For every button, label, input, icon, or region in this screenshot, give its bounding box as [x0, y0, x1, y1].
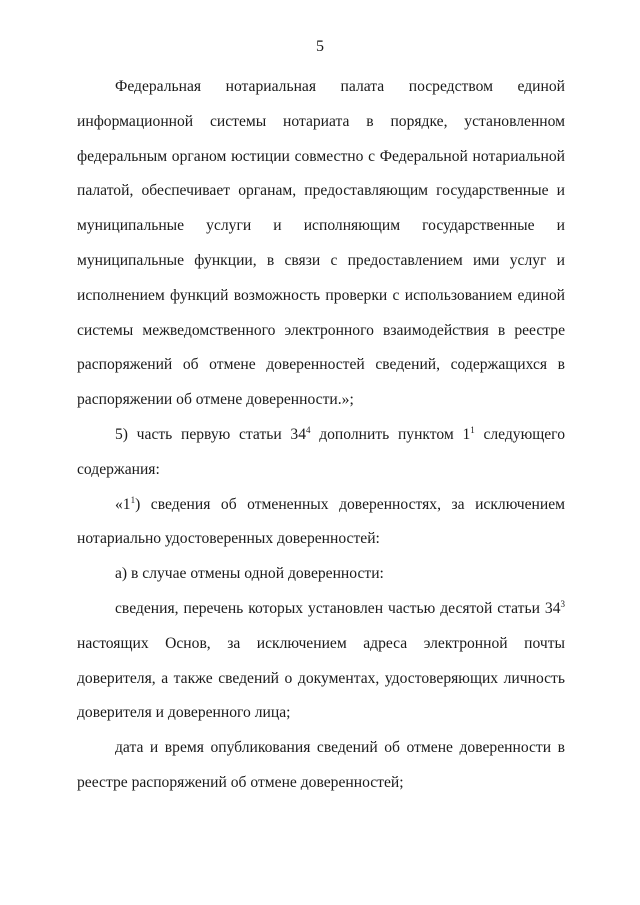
- paragraph-information-list-part2: настоящих Основ, за исключением адреса электронной почты доверителя, а также сведений о документах, удостоверяющих личность доверителя и доверенного лица;: [77, 634, 565, 722]
- paragraph-publication-date: дата и время опубликования сведений об отмене доверенности в реестре распоряжений об отмене доверенностей;: [77, 739, 565, 791]
- page-number: 5: [316, 38, 324, 55]
- paragraph-information-list: [77, 592, 565, 731]
- paragraph-point-1-1-sup1: 1: [130, 494, 136, 505]
- paragraph-subpoint-a: а) в случае отмены одной доверенности:: [115, 565, 384, 583]
- paragraph-item-5-sup1: 4: [306, 424, 311, 435]
- paragraph-point-1-1-part1: «1: [115, 495, 131, 513]
- paragraph-item-5-part2: дополнить пунктом 1: [310, 425, 471, 443]
- paragraph-notary-chamber: Федеральная нотариальная палата посредством единой информационной системы нотариата в порядке, установленном федеральным органом юстиции совместно с Федеральной нотариальной палатой, обеспечивает органам, предоставляющим государственные и муниципальные услуги и исполняющим государственные и муниципальные функции, в связи с предоставлением ими услуг и исполнением функций возможность проверки с использованием единой системы межведомственного электронного взаимодействия в реестре распоряжений об отмене доверенностей сведений, содержащихся в распоряжении об отмене доверенности.»;: [77, 78, 565, 409]
- paragraph-point-1-1-part2: ) сведения об отмененных доверенностях, за исключением нотариально удостоверенных доверенностей:: [77, 495, 565, 548]
- paragraph-item-5-sup2: 1: [470, 424, 475, 435]
- document-body: [77, 70, 565, 801]
- paragraph-information-list-sup1: 3: [560, 598, 565, 609]
- paragraph-information-list-part1: сведения, перечень которых установлен частью десятой статьи 34: [115, 599, 561, 617]
- paragraph-item-5: [77, 418, 565, 488]
- paragraph-item-5-part3: следующего содержания:: [77, 425, 565, 478]
- paragraph-point-1-1: [77, 488, 565, 558]
- paragraph-item-5-part1: 5) часть первую статьи 34: [115, 425, 306, 443]
